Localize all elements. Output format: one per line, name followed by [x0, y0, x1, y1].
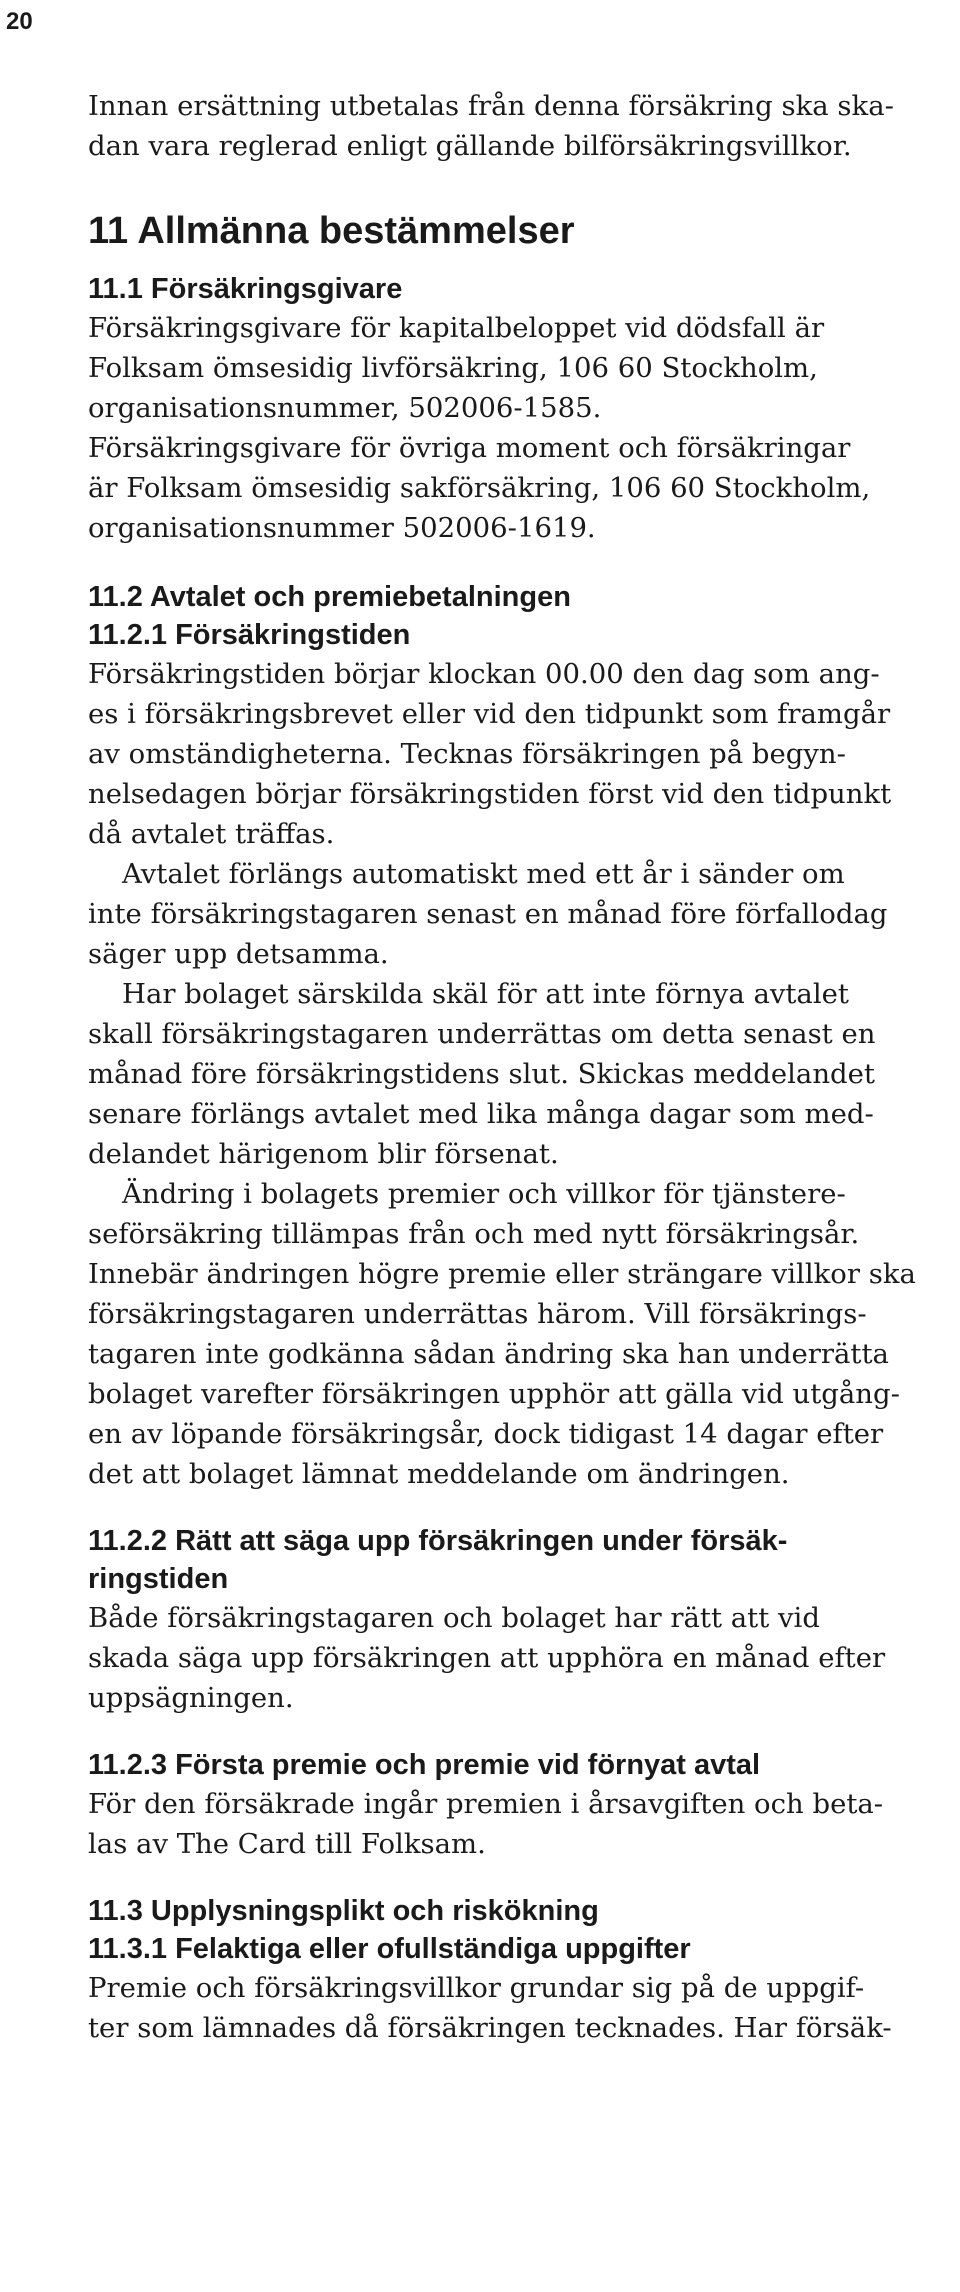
page-number: 20	[6, 8, 33, 35]
section-11-1-heading: 11.1 Försäkringsgivare	[88, 273, 403, 305]
section-11-2-3-paragraph: För den försäkrade ingår premien i årsavgiften och beta- las av The Card till Folksam.	[88, 1788, 884, 1860]
section-11-1-paragraph-2: Försäkringsgivare för övriga moment och försäkringar är Folksam ömsesidig sakförsäkring, 106 60 Stockholm, organisationsnummer 502006-1619.	[88, 432, 871, 544]
section-11-2-1-heading: 11.2.1 Försäkringstiden	[88, 619, 411, 651]
section-11-2-heading: 11.2 Avtalet och premiebetalningen	[88, 581, 571, 613]
section-11-2-1-paragraph-4: Ändring i bolagets premier och villkor för tjänstere- seförsäkring tillämpas från och med nytt försäkringsår. Innebär ändringen högre premie eller strängare villkor ska försäkringstagaren underrättas härom. Vill försäkrings- tagaren inte godkänna sådan ändring ska han underrätta bolaget varefter försäkringen upphör att gälla vid utgång- en av löpande försäkringsår, dock tidigast 14 dagar efter det att bolaget lämnat meddelande om ändringen.	[88, 1178, 916, 1490]
section-11-1-paragraph-1: Försäkringsgivare för kapitalbeloppet vid dödsfall är Folksam ömsesidig livförsäkring, 106 60 Stockholm, organisationsnummer, 502006-1585.	[88, 312, 825, 424]
section-11-2-2-paragraph: Både försäkringstagaren och bolaget har rätt att vid skada säga upp försäkringen att upphöra en månad efter uppsägningen.	[88, 1602, 886, 1714]
section-11-3-1-paragraph: Premie och försäkringsvillkor grundar sig på de uppgif- ter som lämnades då försäkringen tecknades. Har försäk-	[88, 1972, 892, 2044]
section-11-2-1-paragraph-2: Avtalet förlängs automatiskt med ett år i sänder om inte försäkringstagaren senast en månad före förfallodag säger upp detsamma.	[88, 858, 888, 970]
intro-paragraph: Innan ersättning utbetalas från denna försäkring ska ska- dan vara reglerad enligt gällande bilförsäkringsvillkor.	[88, 90, 894, 162]
section-11-3-1-heading: 11.3.1 Felaktiga eller ofullständiga uppgifter	[88, 1933, 691, 1965]
section-11-2-3-heading: 11.2.3 Första premie och premie vid förnyat avtal	[88, 1749, 761, 1781]
document-body	[88, 86, 948, 2048]
section-11-2-2-heading: 11.2.2 Rätt att säga upp försäkringen under försäk- ringstiden	[88, 1525, 788, 1595]
section-11-heading: 11 Allmänna bestämmelser	[88, 210, 575, 252]
section-11-2-1-paragraph-1: Försäkringstiden börjar klockan 00.00 den dag som ang- es i försäkringsbrevet eller vid den tidpunkt som framgår av omständigheterna. Tecknas försäkringen på begyn- nelsedagen börjar försäkringstiden först vid den tidpunkt då avtalet träffas.	[88, 658, 892, 850]
section-11-3-heading: 11.3 Upplysningsplikt och riskökning	[88, 1895, 599, 1927]
section-11-2-1-paragraph-3: Har bolaget särskilda skäl för att inte förnya avtalet skall försäkringstagaren underrättas om detta senast en månad före försäkringstidens slut. Skickas meddelandet senare förlängs avtalet med lika många dagar som med- delandet härigenom blir försenat.	[88, 978, 876, 1170]
